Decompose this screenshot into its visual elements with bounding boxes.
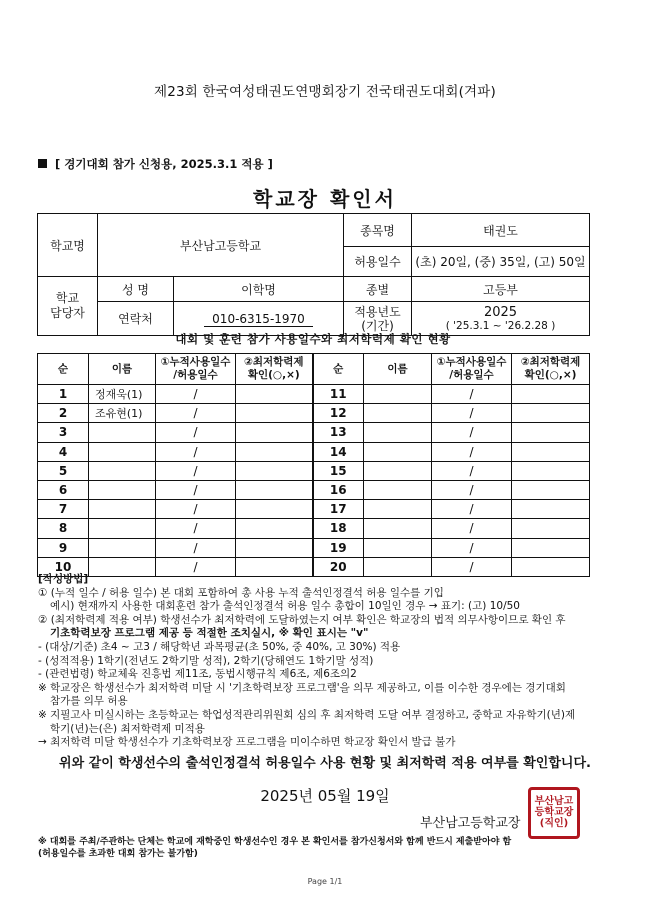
days-used-cell: / bbox=[156, 385, 236, 404]
athlete-name bbox=[364, 404, 432, 423]
row-number: 6 bbox=[38, 480, 89, 499]
min-grade-cell bbox=[236, 404, 313, 423]
row-number: 4 bbox=[38, 442, 89, 461]
athlete-name bbox=[89, 500, 156, 519]
min-grade-cell bbox=[512, 442, 590, 461]
instruction-line: 기초학력보장 프로그램 제공 등 적절한 조치실시, ※ 확인 표시는 "v" bbox=[50, 627, 369, 640]
min-grade-cell bbox=[512, 385, 590, 404]
athlete-name bbox=[364, 538, 432, 557]
contact-label: 연락처 bbox=[98, 302, 174, 336]
days-used-cell: / bbox=[432, 461, 512, 480]
min-grade-cell bbox=[236, 442, 313, 461]
row-number: 17 bbox=[313, 500, 364, 519]
header-name: 이름 bbox=[364, 354, 432, 385]
table-row bbox=[38, 461, 590, 480]
official-seal-icon: 부산남고 등학교장 (직인) bbox=[528, 787, 580, 839]
days-used-cell: / bbox=[432, 404, 512, 423]
manager-label: 학교 담당자 bbox=[38, 277, 98, 336]
row-number: 9 bbox=[38, 538, 89, 557]
confirmation-statement: 위와 같이 학생선수의 출석인정결석 허용일수 사용 현황 및 최저학력 적용 여부를 확인합니다. bbox=[59, 756, 591, 771]
instruction-line: 예시) 현재까지 사용한 대회훈련 참가 출석인정결석 허용 일수 총합이 10일인 경우 → 표기: (고) 10/50 bbox=[50, 600, 520, 613]
footnote bbox=[38, 837, 598, 860]
instruction-line: 참가를 의무 허용 bbox=[50, 695, 128, 708]
row-number: 16 bbox=[313, 480, 364, 499]
instruction-line: - (관련법령) 학교체육 진흥법 제11조, 동법시행규칙 제6조, 제6조의2 bbox=[38, 668, 357, 681]
header-min-grade: ②최저학력제 확인(○,×) bbox=[236, 354, 313, 385]
days-used-cell: / bbox=[432, 557, 512, 576]
row-number: 19 bbox=[313, 538, 364, 557]
days-used-cell: / bbox=[156, 442, 236, 461]
division-value: 고등부 bbox=[412, 277, 590, 302]
min-grade-cell bbox=[236, 461, 313, 480]
table-row bbox=[38, 500, 590, 519]
row-number: 8 bbox=[38, 519, 89, 538]
min-grade-cell bbox=[512, 404, 590, 423]
header-days: ①누적사용일수 /허용일수 bbox=[432, 354, 512, 385]
year-value: 2025 bbox=[483, 305, 518, 320]
application-notice bbox=[38, 156, 273, 172]
instruction-line: [작성방법] bbox=[38, 573, 89, 585]
athlete-name: 조유현(1) bbox=[89, 404, 156, 423]
row-number: 2 bbox=[38, 404, 89, 423]
sport-label: 종목명 bbox=[344, 214, 412, 247]
days-used-cell: / bbox=[156, 423, 236, 442]
row-number: 3 bbox=[38, 423, 89, 442]
athlete-name: 정재욱(1) bbox=[89, 385, 156, 404]
athlete-name bbox=[364, 500, 432, 519]
period-value: ( '25.3.1 ~ '26.2.28 ) bbox=[445, 320, 556, 332]
min-grade-cell bbox=[236, 519, 313, 538]
row-number: 13 bbox=[313, 423, 364, 442]
days-used-cell: / bbox=[432, 500, 512, 519]
athlete-name bbox=[89, 442, 156, 461]
roster-table bbox=[37, 353, 590, 577]
table-row bbox=[38, 519, 590, 538]
athlete-name bbox=[89, 519, 156, 538]
header-min-grade: ②최저학력제 확인(○,×) bbox=[512, 354, 590, 385]
row-number: 10 bbox=[38, 557, 89, 576]
min-grade-cell bbox=[512, 461, 590, 480]
roster-header-row bbox=[38, 354, 590, 385]
days-used-cell: / bbox=[156, 519, 236, 538]
row-number: 1 bbox=[38, 385, 89, 404]
table-row bbox=[38, 442, 590, 461]
section-title: 대회 및 훈련 참가 사용일수와 최저학력제 확인 현황 bbox=[175, 332, 451, 346]
row-number: 12 bbox=[313, 404, 364, 423]
row-number: 20 bbox=[313, 557, 364, 576]
table-row bbox=[38, 385, 590, 404]
athlete-name bbox=[364, 461, 432, 480]
table-row bbox=[38, 480, 590, 499]
manager-name: 이학명 bbox=[174, 277, 344, 302]
athlete-name bbox=[89, 538, 156, 557]
athlete-name bbox=[364, 442, 432, 461]
athlete-name bbox=[364, 385, 432, 404]
header-no: 순 bbox=[38, 354, 89, 385]
days-used-cell: / bbox=[156, 557, 236, 576]
table-row bbox=[38, 423, 590, 442]
year-label: 적용년도 (기간) bbox=[344, 302, 412, 336]
athlete-name bbox=[364, 480, 432, 499]
principal-title: 부산남고등학교장 bbox=[420, 816, 521, 831]
sport-value: 태권도 bbox=[412, 214, 590, 247]
instruction-line: ② (최저학력제 적용 여부) 학생선수가 최저학력에 도달하였는지 여부 확인은 학교장의 법적 의무사항이므로 확인 후 bbox=[38, 613, 566, 626]
instruction-line: - (성적적용) 1학기(전년도 2학기말 성적), 2학기(당해연도 1학기말 성적) bbox=[38, 654, 374, 667]
min-grade-cell bbox=[236, 480, 313, 499]
athlete-name bbox=[364, 423, 432, 442]
table-row bbox=[38, 404, 590, 423]
row-number: 5 bbox=[38, 461, 89, 480]
table-row bbox=[38, 538, 590, 557]
days-used-cell: / bbox=[156, 404, 236, 423]
instruction-line: → 최저학력 미달 학생선수가 기초학력보장 프로그램을 미이수하면 학교장 확인서 발급 불가 bbox=[38, 736, 456, 749]
instruction-line: - (대상/기준) 초4 ~ 고3 / 해당학년 과목평균(초 50%, 중 40%, 고 30%) 적용 bbox=[38, 640, 401, 653]
days-used-cell: / bbox=[156, 461, 236, 480]
min-grade-cell bbox=[512, 500, 590, 519]
square-bullet-icon bbox=[38, 159, 47, 168]
header-name: 이름 bbox=[89, 354, 156, 385]
header-days: ①누적사용일수 /허용일수 bbox=[156, 354, 236, 385]
days-used-cell: / bbox=[432, 480, 512, 499]
days-used-cell: / bbox=[156, 480, 236, 499]
instruction-line: ① (누적 일수 / 허용 일수) 본 대회 포함하여 총 사용 누적 출석인정결석 허용 일수를 기입 bbox=[38, 586, 444, 599]
footnote-line-2: (허용일수를 초과한 대회 참가는 불가함) bbox=[38, 848, 198, 859]
writing-instructions bbox=[38, 573, 598, 750]
athlete-name bbox=[89, 461, 156, 480]
row-number: 18 bbox=[313, 519, 364, 538]
min-grade-cell bbox=[236, 385, 313, 404]
athlete-name bbox=[89, 480, 156, 499]
days-used-cell: / bbox=[432, 442, 512, 461]
athlete-name bbox=[364, 519, 432, 538]
days-used-cell: / bbox=[432, 519, 512, 538]
footnote-line-1: ※ 대회를 주최/주관하는 단체는 학교에 재학중인 학생선수인 경우 본 확인서를 참가신청서와 함께 반드시 제출받아야 함 bbox=[38, 837, 512, 847]
document-title: 학교장 확인서 bbox=[253, 187, 397, 211]
event-title: 제23회 한국여성태권도연맹회장기 전국태권도대회(겨파) bbox=[153, 84, 497, 100]
name-label: 성 명 bbox=[98, 277, 174, 302]
min-grade-cell bbox=[512, 519, 590, 538]
allowed-days-value: (초) 20일, (중) 35일, (고) 50일 bbox=[412, 247, 590, 277]
min-grade-cell bbox=[236, 500, 313, 519]
school-info-table bbox=[37, 213, 590, 336]
min-grade-cell bbox=[236, 423, 313, 442]
instruction-line: 학기(년)는(은) 최저학력제 미적용 bbox=[50, 722, 205, 735]
row-number: 14 bbox=[313, 442, 364, 461]
days-used-cell: / bbox=[432, 385, 512, 404]
row-number: 7 bbox=[38, 500, 89, 519]
page-number: Page 1/1 bbox=[307, 877, 343, 886]
athlete-name bbox=[89, 423, 156, 442]
contact-number: 010-6315-1970 bbox=[204, 312, 313, 327]
division-label: 종별 bbox=[344, 277, 412, 302]
days-used-cell: / bbox=[432, 538, 512, 557]
header-no: 순 bbox=[313, 354, 364, 385]
instruction-line: ※ 지필고사 미실시하는 초등학교는 학업성적관리위원회 심의 후 최저학력 도달 여부 결정하고, 중학교 자유학기(년)제 bbox=[38, 708, 576, 721]
issue-date: 2025년 05월 19일 bbox=[260, 787, 390, 805]
school-name: 부산남고등학교 bbox=[98, 214, 344, 277]
allowed-days-label: 허용일수 bbox=[344, 247, 412, 277]
min-grade-cell bbox=[512, 538, 590, 557]
min-grade-cell bbox=[512, 423, 590, 442]
min-grade-cell bbox=[512, 480, 590, 499]
days-used-cell: / bbox=[156, 538, 236, 557]
row-number: 11 bbox=[313, 385, 364, 404]
days-used-cell: / bbox=[156, 500, 236, 519]
notice-text: [ 경기대회 참가 신청용, 2025.3.1 적용 ] bbox=[55, 157, 273, 171]
school-label: 학교명 bbox=[38, 214, 98, 277]
instruction-line: ※ 학교장은 학생선수가 최저학력 미달 시 '기초학력보장 프로그램'을 의무 제공하고, 이를 이수한 경우에는 경기대회 bbox=[38, 681, 566, 694]
row-number: 15 bbox=[313, 461, 364, 480]
min-grade-cell bbox=[236, 538, 313, 557]
days-used-cell: / bbox=[432, 423, 512, 442]
